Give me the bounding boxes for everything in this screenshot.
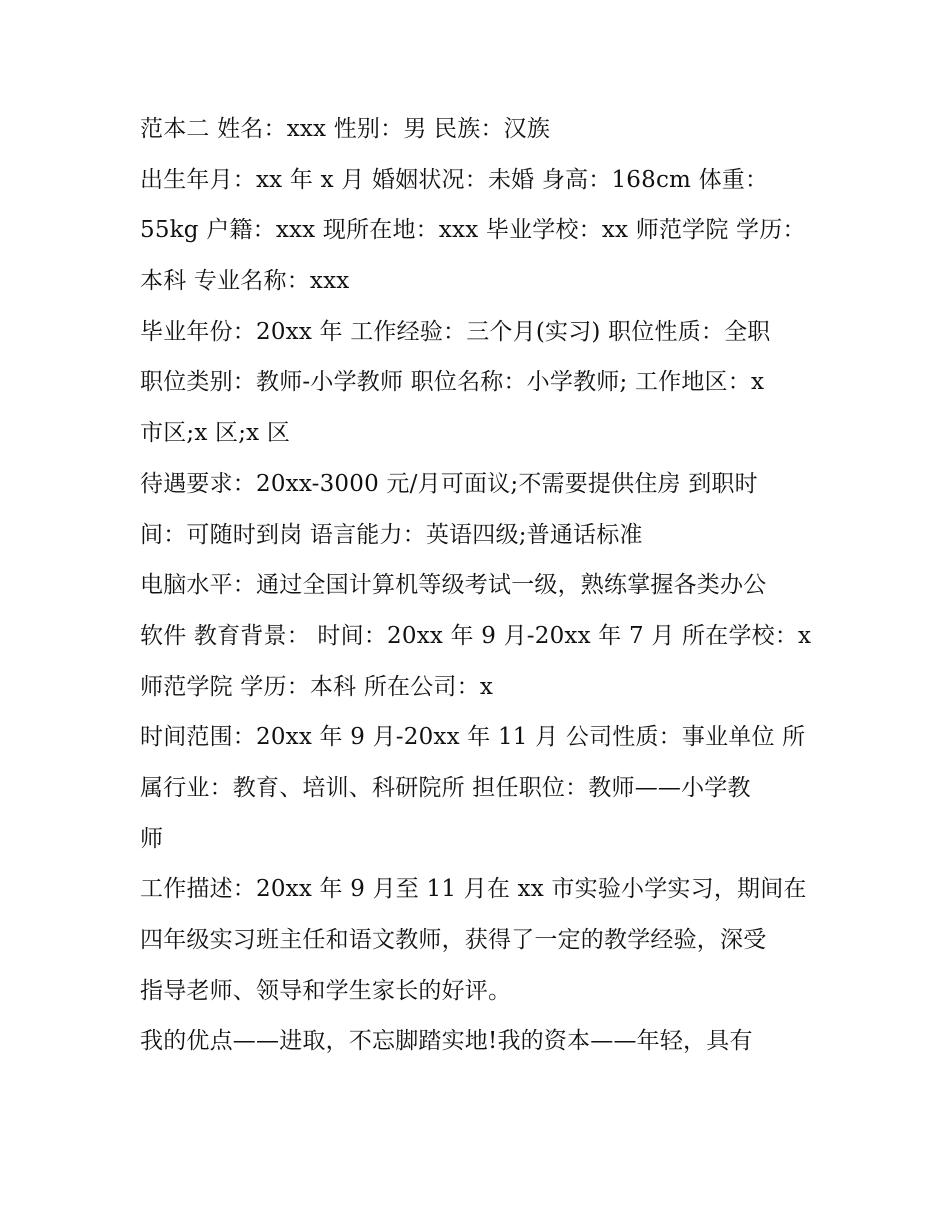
text-line: 本科 专业名称：xxx	[140, 268, 350, 295]
document-body	[140, 104, 830, 1067]
text-line: 属行业：教育、培训、科研院所 担任职位：教师——小学教	[140, 774, 751, 801]
text-line: 待遇要求：20xx-3000 元/月可面议;不需要提供住房 到职时	[140, 470, 758, 497]
text-line: 指导老师、领导和学生家长的好评。	[140, 977, 512, 1004]
text-line: 师范学院 学历：本科 所在公司：x	[140, 673, 493, 700]
text-line: 软件 教育背景： 时间：20xx 年 9 月-20xx 年 7 月 所在学校：x	[140, 622, 812, 649]
text-line: 工作描述：20xx 年 9 月至 11 月在 xx 市实验小学实习，期间在	[140, 876, 807, 903]
text-line: 师	[140, 825, 164, 852]
text-line: 毕业年份：20xx 年 工作经验：三个月(实习) 职位性质：全职	[140, 318, 771, 345]
text-line: 间：可随时到岗 语言能力：英语四级;普通话标准	[140, 521, 643, 548]
text-line: 时间范围：20xx 年 9 月-20xx 年 11 月 公司性质：事业单位 所	[140, 724, 806, 751]
text-line: 职位类别：教师-小学教师 职位名称：小学教师; 工作地区：x	[140, 369, 765, 396]
text-line: 市区;x 区;x 区	[140, 420, 291, 447]
text-line: 四年级实习班主任和语文教师，获得了一定的教学经验，深受	[140, 927, 767, 953]
text-line: 我的优点——进取，不忘脚踏实地!我的资本——年轻，具有	[140, 1028, 753, 1055]
text-line: 出生年月：xx 年 x 月 婚姻状况：未婚 身高：168cm 体重：	[140, 166, 769, 193]
text-line: 范本二 姓名：xxx 性别：男 民族：汉族	[140, 116, 551, 142]
text-line: 电脑水平：通过全国计算机等级考试一级，熟练掌握各类办公	[140, 572, 767, 599]
text-line: 55kg 户籍：xxx 现所在地：xxx 毕业学校：xx 师范学院 学历：	[140, 217, 806, 244]
